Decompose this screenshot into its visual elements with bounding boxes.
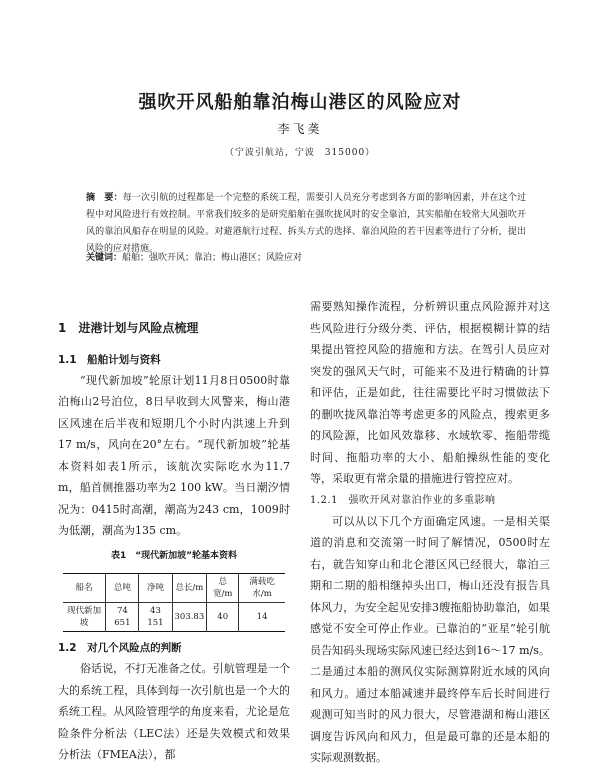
- table-caption: 表1 “现代新加坡”轮基本资料: [110, 550, 238, 561]
- table-row: [63, 603, 285, 632]
- paragraph: “现代新加坡”轮原计划11月8日0500时靠泊梅山2号泊位，8日早收到大风警来，梅山港区风速在后半夜和短期几个小时内洪速上升到17 m/s，风向在20°左右。“现代新加坡”轮基本资料如表1所示，该航次实际吃水为11.7 m，船首侧推器功率为2 100 kW。当日潮汐情况为：0415时高潮，潮高为243 cm，1009时为低潮，潮高为135 cm。: [58, 373, 290, 537]
- abstract-text: 每一次引航的过程都是一个完整的系统工程，需要引人员充分考虑到各方面的影响因素，并在这个过程中对风险进行有效控制。平常我们较多的是研究船舶在强吹拢风时的安全靠泊，其实船舶在较常大风强吹开风的靠泊风船存在明显的风险。对避港航行过程、拆头方式的选择、靠泊风险的若干因素等进行了分析，提出风险的应对措施。: [86, 193, 526, 254]
- abstract-label: 摘 要：: [86, 193, 123, 203]
- paper-title: 强吹开风船舶靠泊梅山港区的风险应对: [138, 92, 462, 113]
- table-cell: 303.83: [172, 603, 207, 632]
- abstract: [86, 190, 526, 258]
- table-cell: 43 151: [139, 603, 172, 632]
- right-column: [310, 296, 550, 769]
- left-column: [58, 318, 290, 766]
- keywords: [86, 250, 526, 267]
- paragraph: 俗话说，不打无准备之仗。引航管理是一个大的系统工程，具体到每一次引航也是一个大的系统工程。从风险管理学的角度来看，尤论是危险条件分析法（LEC法）还是失效模式和效果分析法（FMEA法），都: [58, 662, 290, 761]
- ship-data-table: [63, 573, 285, 632]
- table-cell: 14: [239, 603, 285, 632]
- section-heading-1: 1 进港计划与风险点梳理: [58, 321, 199, 335]
- table-cell: 40: [207, 603, 239, 632]
- author-name: 李飞䶮: [277, 122, 323, 136]
- keywords-text: 船舶；强吹开风；靠泊；梅山港区；风险应对: [122, 253, 303, 263]
- section-heading-1-1: 1.1 船舶计划与资料: [58, 353, 161, 366]
- keywords-label: 关键词：: [86, 253, 123, 263]
- table-header-cell: 总吨: [106, 574, 139, 603]
- table-header-cell: 总宽/m: [207, 574, 239, 603]
- paragraph: 需要熟知操作流程，分析辨识重点风险源并对这些风险进行分级分类、评估，根据模糊计算的结果提出管控风险的措施和方法。在驾引人员应对突发的强风天气时，可能来不及进行精确的计算和评估，正是如此，往往需要比平时习惯做法下的删吹拢风靠泊等考虑更多的风险点，搜索更多的风险源，比如风效靠移、水域软零、拖船带缆时间、拖船功率的大小、船舶操纵性能的变化等，采取更有常余量的措施进行管控应对。: [310, 300, 550, 485]
- table-header-cell: 船名: [63, 574, 106, 603]
- section-heading-1-2: 1.2 对几个风险点的判断: [58, 642, 182, 654]
- author-affiliation: （宁波引航站，宁波 315000）: [224, 148, 376, 158]
- table-header-cell: 满载吃水/m: [239, 574, 285, 603]
- paragraph: 可以从以下几个方面确定风速。一是相关渠道的消息和交流第一时间了解情况，0500时左右，就告知穿山和北仑港区风已经很大，靠泊三期和二期的船相继掉头出口，梅山还没有报告具体风力，为安全起见安排3艘拖船协助靠泊，如果感觉不安全可停止作业。已靠泊的“亚星”轮引航员告知码头现场实际风速已经达到16～17 m/s。二是通过本船的测风仪实际测算附近水域的风向和风力。通过本船减速并最终停车后长时间进行观测可知当时的风力很大，尽管港湖和梅山港区调度告诉风向和风力，但是最可靠的还是本船的实际观测数据。: [310, 514, 550, 764]
- table-cell: 74 651: [106, 603, 139, 632]
- table-header-cell: 净吨: [139, 574, 172, 603]
- table-header-row: [63, 574, 285, 603]
- table-header-cell: 总长/m: [172, 574, 207, 603]
- table-cell: 现代新加坡: [63, 603, 106, 632]
- section-heading-1-2-1: 1.2.1 强吹开风对靠泊作业的多重影响: [310, 494, 496, 506]
